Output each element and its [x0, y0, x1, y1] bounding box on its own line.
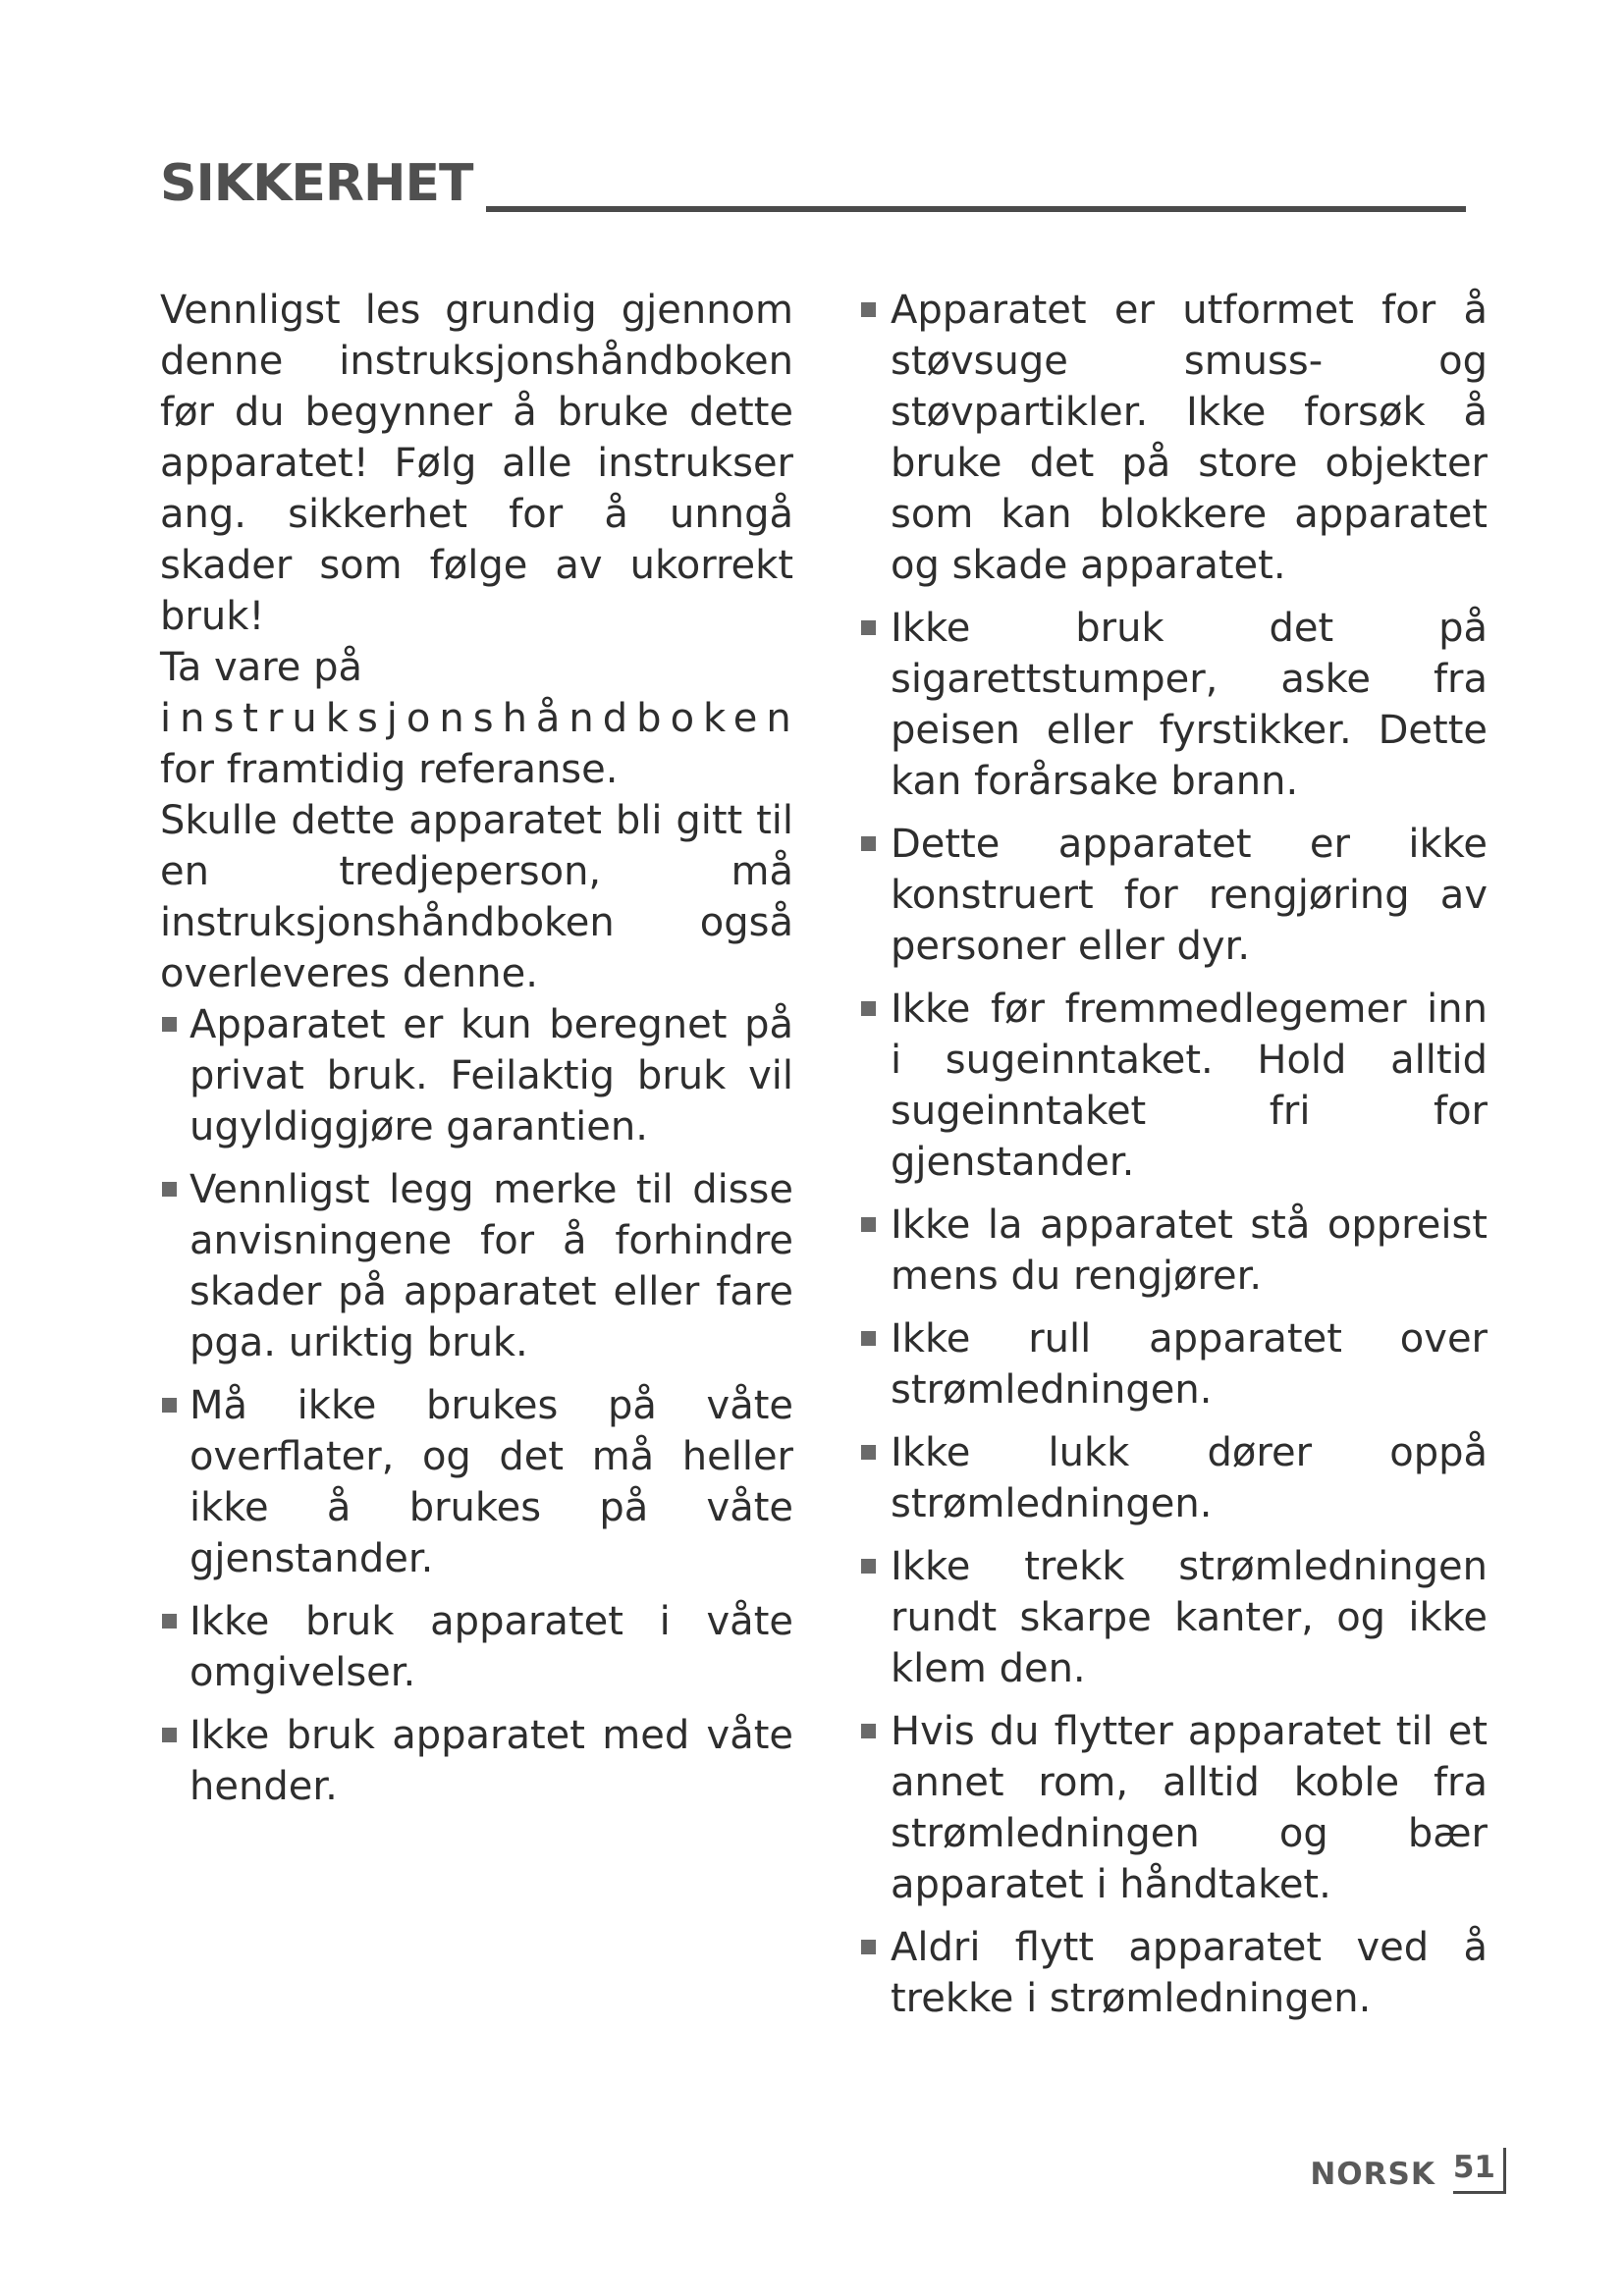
square-bullet-icon — [162, 1017, 177, 1032]
square-bullet-icon — [162, 1728, 177, 1742]
square-bullet-icon — [861, 620, 876, 635]
list-item — [160, 999, 793, 1152]
left-column — [160, 285, 800, 1824]
page-footer — [1310, 2135, 1506, 2194]
list-item — [859, 1200, 1488, 1302]
list-item-text: Apparatet er utformet for å støvsuge smuss- og støvpartikler. Ikke forsøk å bruke det på store objekter som kan blokkere apparatet og skade apparatet. — [891, 288, 1488, 588]
list-item — [859, 1427, 1488, 1529]
square-bullet-icon — [162, 1182, 177, 1197]
list-item — [160, 1710, 793, 1812]
list-item — [160, 1164, 793, 1368]
list-item-text: Ikke bruk det på sigarettstumper, aske fra peisen eller fyrstikker. Dette kan forårsake brann. — [891, 606, 1488, 804]
square-bullet-icon — [861, 1217, 876, 1232]
page-title: SIKKERHET — [160, 154, 473, 213]
list-item-text: Må ikke brukes på våte overflater, og det må heller ikke å brukes på våte gjenstander. — [189, 1383, 793, 1581]
square-bullet-icon — [861, 1445, 876, 1460]
list-item-text: Ikke før fremmedlegemer inn i sugeinntaket. Hold alltid sugeinntaket fri for gjenstander. — [891, 987, 1488, 1185]
list-item — [859, 1541, 1488, 1694]
language-label: NORSK — [1310, 2157, 1435, 2192]
list-item-text: Dette apparatet er ikke konstruert for rengjøring av personer eller dyr. — [891, 822, 1488, 969]
list-item-text: Ikke lukk dører oppå strømledningen. — [891, 1430, 1488, 1526]
section-header — [160, 147, 1466, 226]
safety-list-left — [160, 999, 793, 1812]
list-item — [859, 1313, 1488, 1415]
list-item — [859, 819, 1488, 972]
list-item-text: Ikke bruk apparatet med våte hender. — [189, 1713, 793, 1809]
list-item-text: Vennligst legg merke til disse anvisningene for å forhindre skader på apparatet eller fare pga. uriktig bruk. — [189, 1167, 793, 1365]
square-bullet-icon — [861, 1724, 876, 1738]
square-bullet-icon — [162, 1398, 177, 1413]
safety-list-right — [859, 285, 1488, 2024]
list-item-text: Ikke bruk apparatet i våte omgivelser. — [189, 1599, 793, 1695]
list-item-text: Hvis du flytter apparatet til et annet rom, alltid koble fra strømledningen og bær apparatet i håndtaket. — [891, 1709, 1488, 1907]
square-bullet-icon — [861, 1331, 876, 1346]
list-item — [160, 1596, 793, 1698]
square-bullet-icon — [861, 836, 876, 851]
list-item — [160, 1380, 793, 1584]
intro-paragraph: Ta vare på — [160, 645, 363, 690]
square-bullet-icon — [861, 1559, 876, 1574]
list-item-text: Ikke la apparatet stå oppreist mens du rengjører. — [891, 1202, 1488, 1299]
list-item-text: Ikke trekk strømledningen rundt skarpe kanter, og ikke klem den. — [891, 1544, 1488, 1691]
intro-paragraph: instruksjonshåndboken — [160, 696, 800, 741]
intro-paragraph: Vennligst les grundig gjennom denne instruksjonshåndboken før du begynner å bruke dette apparatet! Følg alle instrukser ang. sikkerhet for å unngå skader som følge av ukorrekt bruk! — [160, 288, 793, 639]
list-item-text: Ikke rull apparatet over strømledningen. — [891, 1316, 1488, 1413]
square-bullet-icon — [162, 1614, 177, 1629]
header-rule — [486, 206, 1466, 212]
square-bullet-icon — [861, 302, 876, 317]
list-item — [859, 285, 1488, 591]
right-column — [859, 285, 1488, 2036]
intro-paragraph: for framtidig referanse. — [160, 747, 619, 792]
square-bullet-icon — [861, 1940, 876, 1954]
list-item-text: Aldri flytt apparatet ved å trekke i strømledningen. — [891, 1925, 1488, 2021]
list-item — [859, 984, 1488, 1188]
list-item — [859, 603, 1488, 807]
intro-text — [160, 285, 800, 999]
page-number: 51 — [1453, 2148, 1506, 2194]
intro-paragraph: Skulle dette apparatet bli gitt til en tredjeperson, må instruksjonshåndboken også overleveres denne. — [160, 798, 793, 996]
list-item-text: Apparatet er kun beregnet på privat bruk. Feilaktig bruk vil ugyldiggjøre garantien. — [189, 1002, 793, 1149]
list-item — [859, 1706, 1488, 1910]
square-bullet-icon — [861, 1001, 876, 1016]
list-item — [859, 1922, 1488, 2024]
